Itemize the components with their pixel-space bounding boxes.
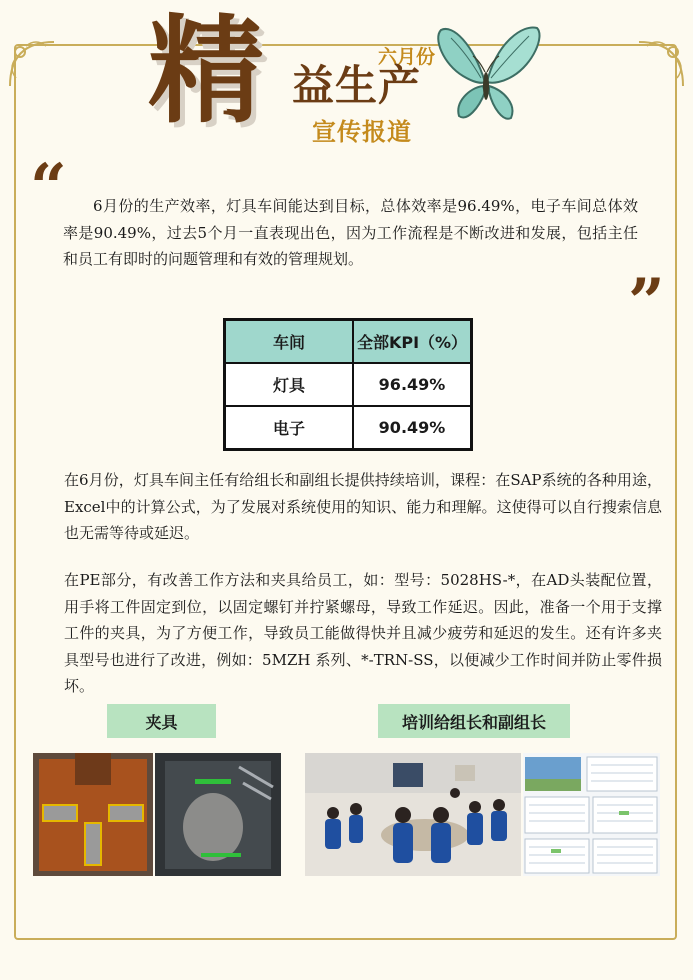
table-row bbox=[225, 363, 472, 406]
training-paragraph: 在6月份，灯具车间主任有给组长和副组长提供持续培训，课程：在SAP系统的各种用途，Excel中的计算公式，为了发展对系统使用的知识、能力和理解。这使得可以自行搜索信息也无需等待或延迟。 bbox=[64, 471, 662, 542]
fixture-hand-photo bbox=[155, 753, 281, 876]
ornament-corner-top-left bbox=[6, 36, 60, 90]
caption-training: 培训给组长和副组长 bbox=[378, 704, 570, 738]
kpi-table bbox=[223, 318, 473, 451]
open-quote-icon: “ bbox=[30, 150, 67, 225]
header-month: 六月份 bbox=[378, 46, 436, 68]
training-meeting-photo bbox=[305, 753, 521, 876]
header-subtitle: 宣传报道 bbox=[312, 118, 412, 146]
table-row bbox=[225, 406, 472, 450]
intro-paragraph: 6月份的生产效率，灯具车间能达到目标，总体效率是96.49%，电子车间总体效率是90.49%，过去5个月一直表现出色，因为工作流程是不断改进和发展，包括主任和员工有即时的问题管理和有效的管理规划。 bbox=[63, 197, 638, 268]
close-quote-icon: ” bbox=[628, 265, 665, 340]
table-header-kpi: 全部KPI（%） bbox=[353, 320, 472, 364]
caption-fixture: 夹具 bbox=[107, 704, 216, 738]
header-big-character: 精 bbox=[148, 4, 262, 139]
header-title: 益生产 bbox=[292, 61, 422, 110]
ornament-corner-top-right bbox=[633, 36, 687, 90]
table-cell-workshop: 灯具 bbox=[225, 363, 354, 406]
table-cell-workshop: 电子 bbox=[225, 406, 354, 450]
butterfly-icon bbox=[433, 24, 545, 124]
training-screenshot-photo bbox=[523, 753, 660, 876]
table-cell-kpi: 96.49% bbox=[353, 363, 472, 406]
table-cell-kpi: 90.49% bbox=[353, 406, 472, 450]
pe-paragraph: 在PE部分，有改善工作方法和夹具给员工，如：型号：5028HS-*，在AD头装配位置，用手将工件固定到位，以固定螺钉并拧紧螺母，导致工作延迟。因此，准备一个用于支撑工件的夹具，为了方便工作，导致员工能做得快并且减少疲劳和延迟的发生。还有许多夹具型号也进行了改进，例如：5MZH 系列、*-TRN-SS，以便减少工作时间并防止零件损坏。 bbox=[64, 571, 662, 695]
fixture-photo bbox=[33, 753, 153, 876]
table-header-row bbox=[225, 320, 472, 364]
table-header-workshop: 车间 bbox=[225, 320, 354, 364]
